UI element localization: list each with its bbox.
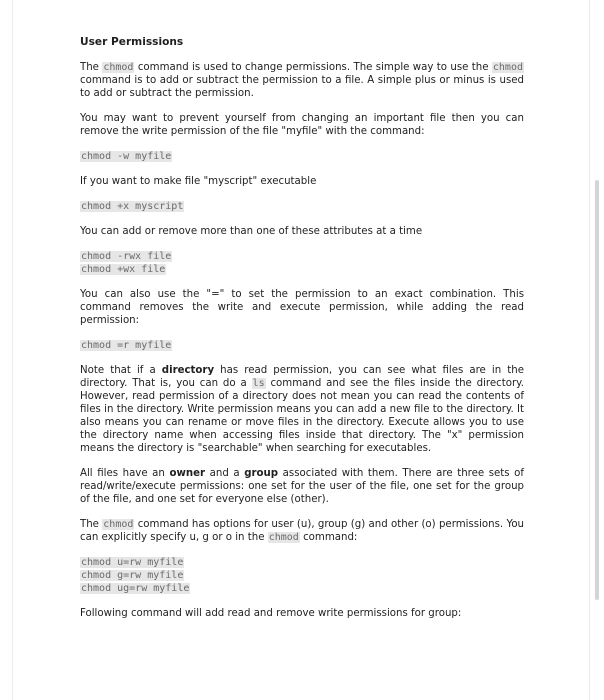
text-run: command and see the files inside the directory. However, read permission of a directory does not mean you can read the contents of files in the directory. Write permission means you can add a new file to the directory. It also means you can rename or move files in the directory. Execute allows you to use the directory name when accessing files inside that directory. The "x" permission means the directory is "searchable" when searching for executables. (80, 378, 524, 454)
executable-paragraph: If you want to make file "myscript" executable (80, 176, 317, 187)
text-run: The (80, 62, 103, 73)
code-line: chmod -rwx file (81, 251, 172, 262)
directory-paragraph (80, 364, 524, 455)
text-run: Note that if a (80, 365, 162, 376)
code-line: chmod =r myfile (81, 340, 172, 351)
write-permission-paragraph: You may want to prevent yourself from changing an important file then you can remove the write permission of the file "myfile" with the command: (80, 113, 524, 137)
code-block (80, 339, 524, 352)
equals-paragraph: You can also use the "=" to set the permission to an exact combination. This command removes the write and execute permission, while adding the read permission: (80, 289, 524, 326)
text-run: command: (299, 532, 358, 543)
code-block (80, 250, 524, 276)
inline-code: chmod (103, 62, 134, 73)
vertical-scrollbar[interactable] (595, 180, 599, 600)
inline-code: chmod (103, 519, 134, 530)
options-paragraph (80, 518, 524, 544)
inline-code: ls (252, 378, 265, 389)
code-line: chmod +x myscript (81, 201, 184, 212)
group-command-paragraph: Following command will add read and remove write permissions for group: (80, 608, 462, 619)
code-line: chmod g=rw myfile (81, 570, 184, 581)
section-title: User Permissions (80, 36, 184, 48)
multiple-attributes-paragraph: You can add or remove more than one of these attributes at a time (80, 226, 423, 237)
inline-code: chmod (268, 532, 299, 543)
code-line: chmod -w myfile (81, 151, 172, 162)
bold-term: owner (169, 468, 206, 479)
code-block (80, 150, 524, 163)
text-run: associated with them. There are three sets of read/write/execute permissions: one set for the user of the file, one set for the group of the file, and one set for everyone else (other). (80, 468, 524, 505)
code-block (80, 200, 524, 213)
text-run: and a (205, 468, 245, 479)
code-line: chmod u=rw myfile (81, 557, 184, 568)
text-run: The (80, 519, 103, 530)
text-run: command is used to change permissions. The simple way to use the (134, 62, 492, 73)
text-run: command has options for user (u), group (g) and other (o) permissions. You can explicitly specify u, g or o in the (80, 519, 525, 543)
bold-term: directory (161, 365, 215, 376)
owner-group-paragraph (80, 467, 524, 506)
code-line: chmod +wx file (81, 264, 166, 275)
inline-code: chmod (492, 62, 523, 73)
text-run: command is to add or subtract the permission to a file. A simple plus or minus is used to add or subtract the permission. (80, 75, 524, 99)
intro-paragraph (80, 61, 524, 100)
code-block (80, 556, 524, 595)
document-content (80, 36, 524, 632)
text-run: All files have an (80, 468, 170, 479)
text-run: has read permission, you can see what files are in the directory. That is, you can do a (80, 365, 524, 389)
bold-term: group (244, 468, 279, 479)
code-line: chmod ug=rw myfile (81, 583, 190, 594)
